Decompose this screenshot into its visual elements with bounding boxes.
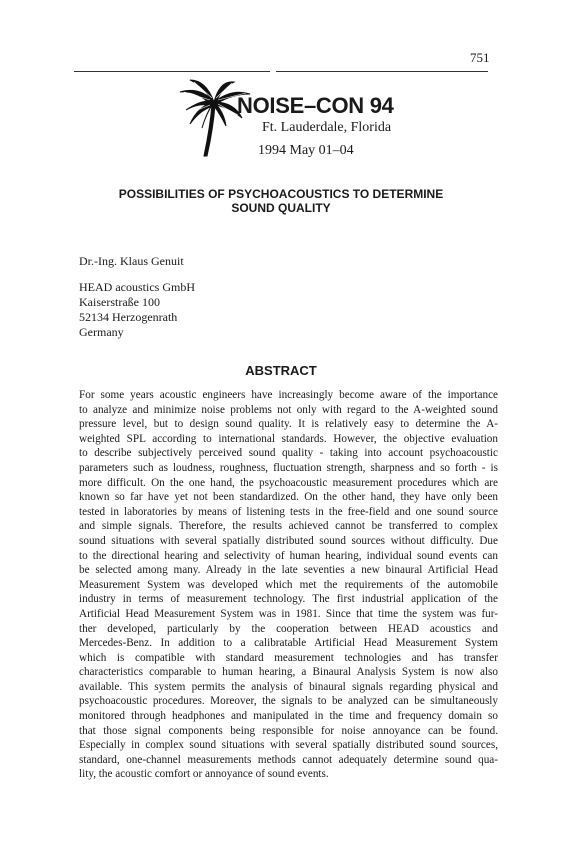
abstract-line: to analyze and minimize noise problems not only with regard to the A-weighted sound	[79, 403, 498, 416]
paper-title-line: SOUND QUALITY	[231, 201, 331, 215]
abstract-line: parameters such as loudness, roughness, fluctuation strength, sharpness and so forth - is	[79, 461, 498, 474]
abstract-line: characteristics comparable to human hearing, a Binaural Analysis System is now also	[79, 666, 498, 679]
header-rule-right	[276, 71, 488, 72]
abstract-line: pressure level, but to design sound quality. It is relatively easy to determine the A-	[79, 418, 498, 431]
abstract-line: to the directional hearing and selectivity of human hearing, individual sound events can	[79, 549, 498, 562]
affiliation-line: Germany	[79, 325, 124, 339]
conference-dates: 1994 May 01–04	[258, 143, 354, 158]
abstract-body	[79, 388, 498, 782]
affiliation-line: 52134 Herzogenrath	[79, 310, 178, 324]
affiliation-line: Kaiserstraße 100	[79, 295, 160, 309]
abstract-line: weighted SPL according to international standards. However, the objective evaluation	[79, 432, 498, 445]
author-name: Dr.-Ing. Klaus Genuit	[79, 254, 184, 268]
abstract-line: that those signal components being responsible for noise annoyance can be found.	[79, 724, 498, 737]
abstract-line: available. This system permits the analysis of binaural signals regarding physical and	[79, 680, 498, 693]
abstract-line: Artificial Head Measurement System was in 1981. Since that time the system was fur-	[79, 607, 498, 620]
abstract-line: For some years acoustic engineers have increasingly become aware of the importance	[79, 389, 498, 401]
abstract-line: which is compatible with standard measurement technologies and has transfer	[79, 651, 498, 664]
affiliation-line: HEAD acoustics GmbH	[79, 280, 195, 294]
abstract-line: Especially in complex sound situations with several spatially distributed sound sources,	[79, 739, 498, 752]
abstract-line: sound situations with several spatially distributed sound sources without difficulty. Due	[79, 534, 498, 547]
abstract-line: tested in laboratories by means of listening tests in the free-field and one sound source	[79, 505, 498, 518]
abstract-line: industry in terms of measurement technology. The first industrial application of the	[79, 593, 498, 606]
abstract-line: to describe subjectively perceived sound quality - taking into account psychoacoustic	[79, 447, 498, 460]
abstract-heading: ABSTRACT	[245, 363, 317, 378]
author-affiliation	[79, 280, 195, 340]
abstract-line: Mercedes-Benz. In addition to a calibratable Artificial Head Measurement System	[79, 637, 498, 650]
abstract-line: and simple signals. Therefore, the results achieved cannot be transferred to complex	[79, 520, 498, 533]
paper-title-line: POSSIBILITIES OF PSYCHOACOUSTICS TO DETERMINE	[118, 187, 444, 201]
page-number: 751	[470, 50, 490, 65]
abstract-line: monitored through headphones and manipulated in the time and frequency domain so	[79, 710, 498, 723]
conference-name: NOISE–CON 94	[237, 93, 394, 118]
abstract-line: Measurement System was developed which met the requirements of the automobile	[79, 578, 498, 591]
abstract-line: ther developed, particularly by the cooperation between HEAD acoustics and	[79, 622, 498, 635]
abstract-line: standard, one-channel measurements methods cannot adequately determine sound qua-	[79, 753, 498, 766]
abstract-line: be selected among many. Already in the late seventies a new binaural Artificial Head	[79, 564, 498, 577]
abstract-line: known so far have yet not been standardized. On the other hand, they have only been	[79, 491, 498, 504]
conference-location: Ft. Lauderdale, Florida	[262, 120, 392, 135]
abstract-line: psychoacoustic procedures. Moreover, the signals to be analyzed can be simultaneously	[79, 695, 498, 708]
header-rule-left	[74, 71, 270, 72]
paper-title	[74, 187, 488, 215]
abstract-line: more difficult. On the one hand, the psychoacoustic measurement procedures which are	[79, 476, 498, 489]
abstract-line: lity, the acoustic comfort or annoyance of sound events.	[79, 768, 329, 781]
